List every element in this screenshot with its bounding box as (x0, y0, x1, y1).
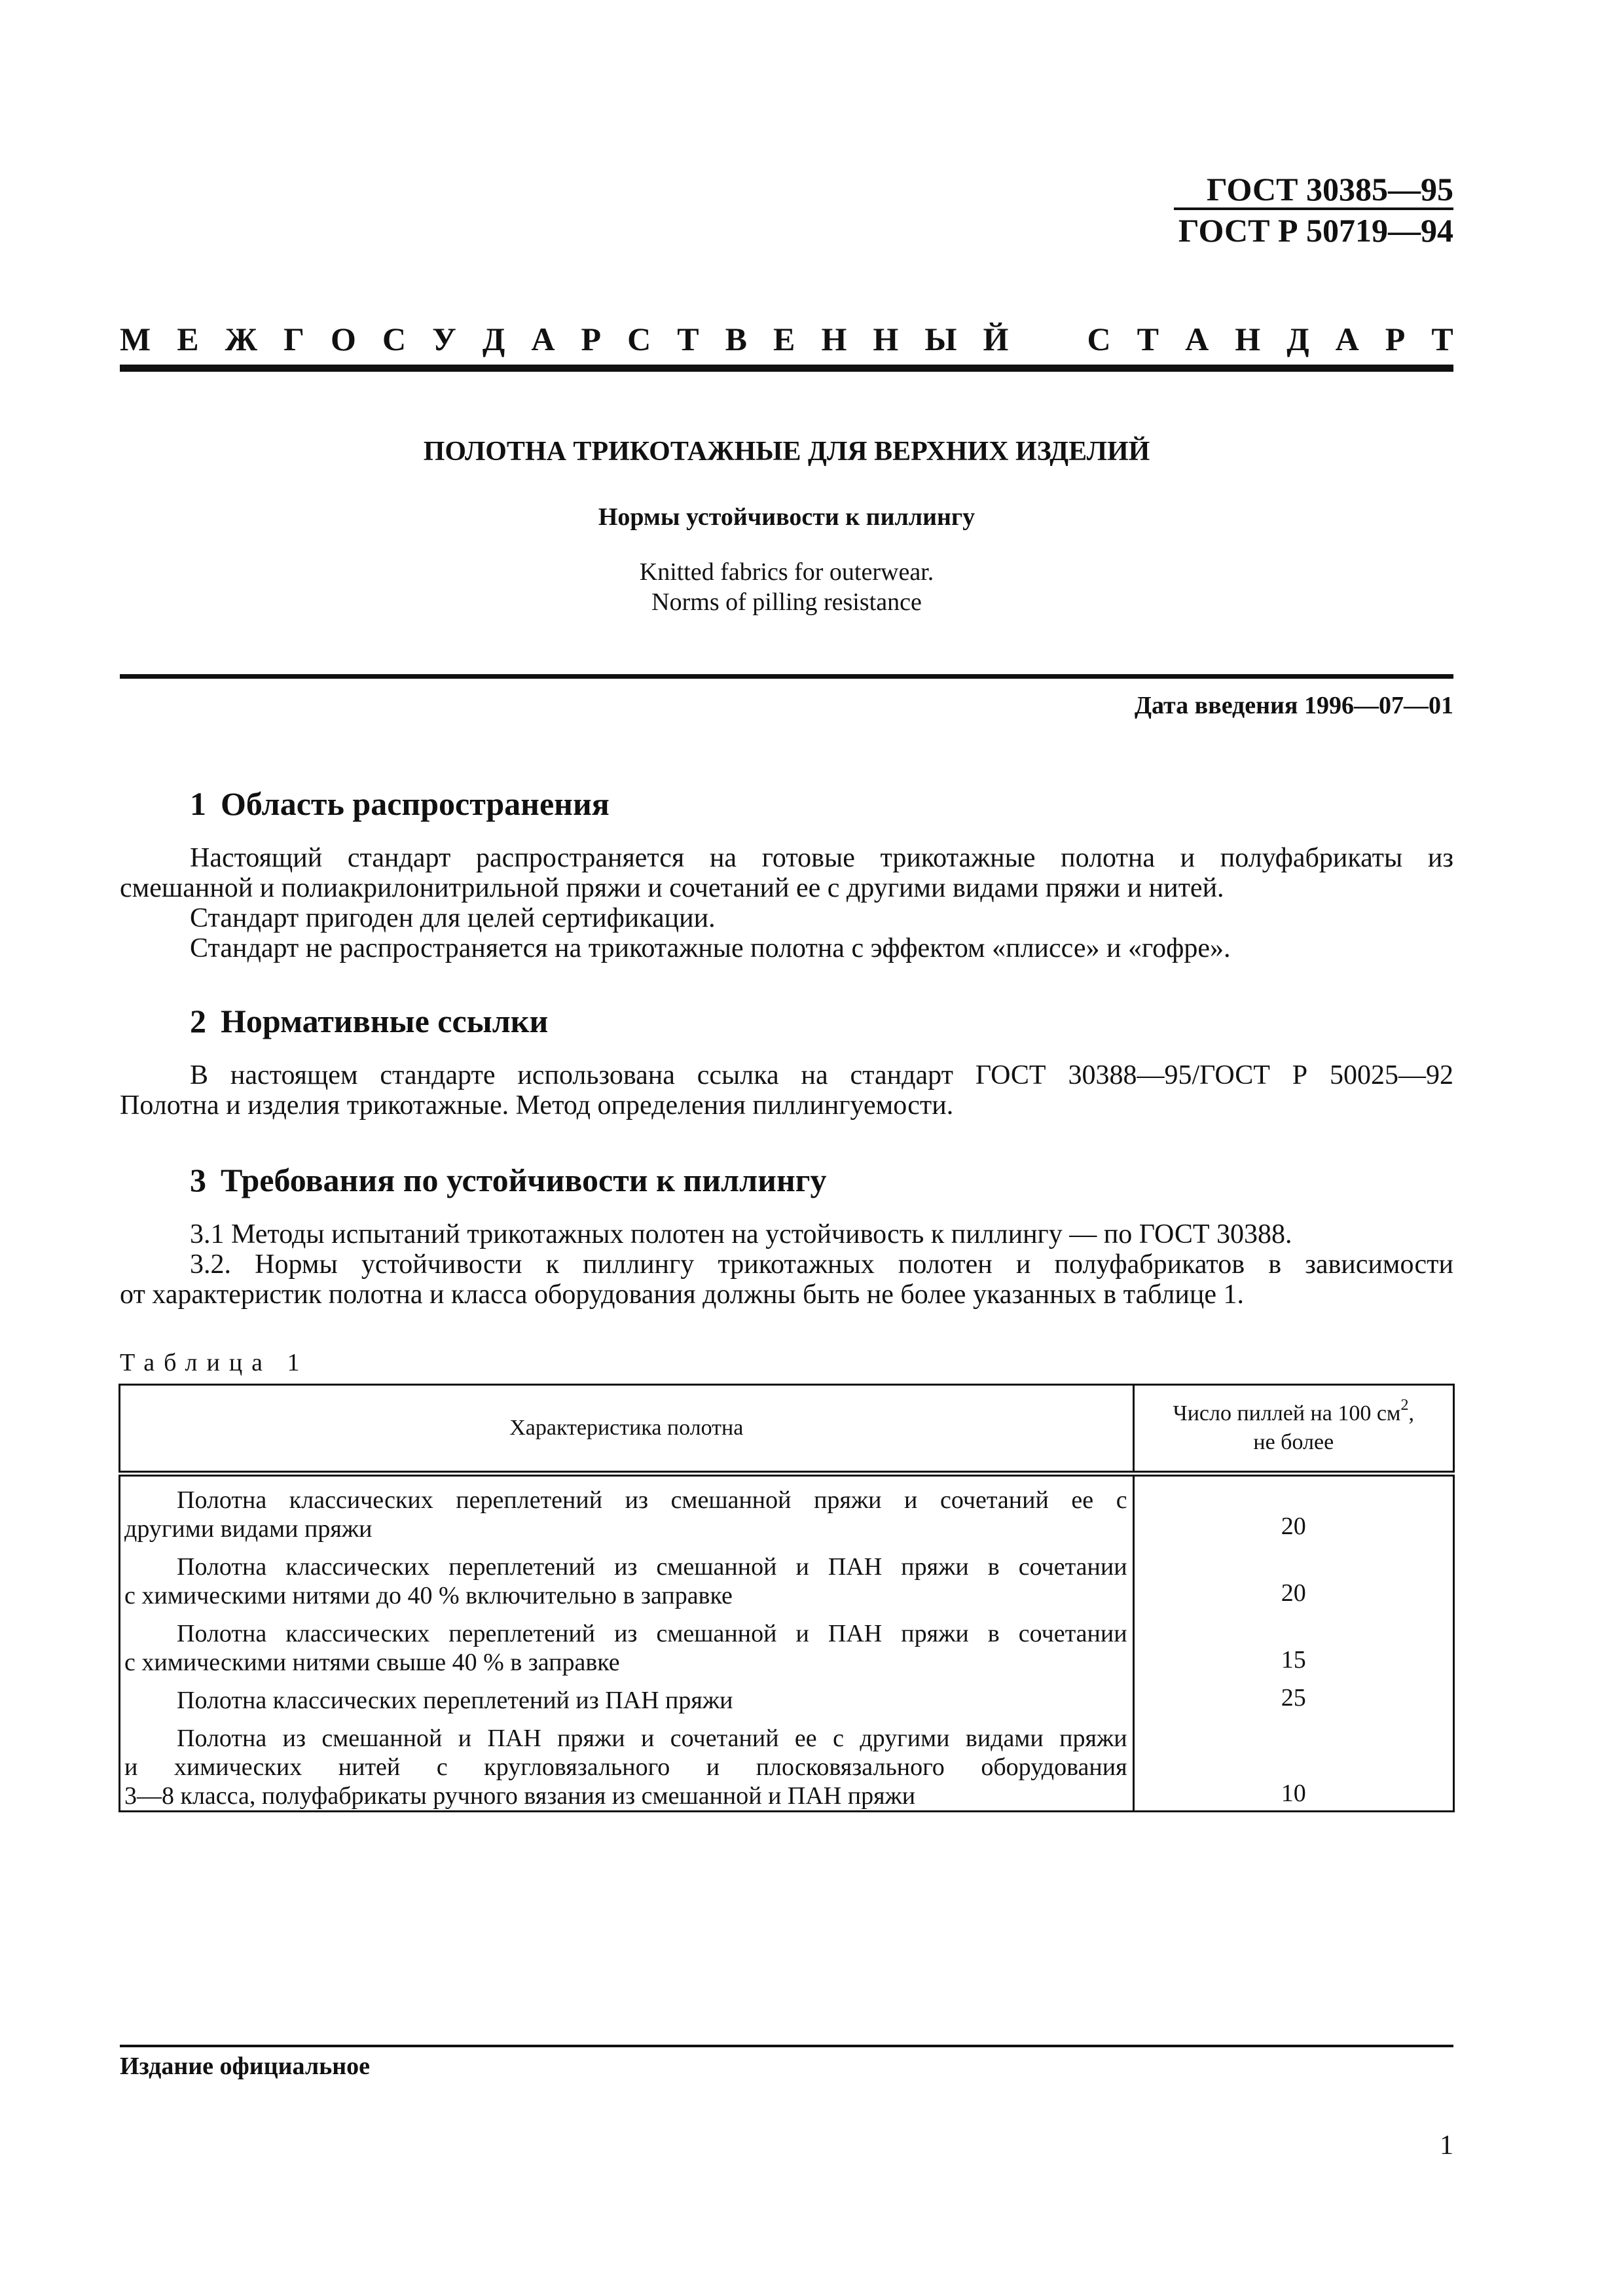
banner-letter: Т (1431, 321, 1453, 357)
document-title: ПОЛОТНА ТРИКОТАЖНЫЕ ДЛЯ ВЕРХНИХ ИЗДЕЛИЙ (423, 437, 1150, 467)
english-title (120, 557, 1453, 617)
section-heading (190, 1160, 826, 1200)
banner-letter: С (627, 321, 651, 357)
banner-letter: С (382, 321, 407, 357)
banner-letter: Г (283, 321, 304, 357)
cell-line: 3—8 класса, полуфабрикаты ручного вязания из смешанной и ПАН пряжи (124, 1782, 916, 1810)
text-line: Стандарт пригоден для целей сертификации. (190, 903, 716, 933)
standard-code-gost-r: ГОСТ Р 50719—94 (1178, 212, 1453, 249)
row-characteristic (120, 1715, 1134, 1812)
row-value: 20 (1133, 1474, 1453, 1544)
banner-letter: Д (1286, 321, 1309, 357)
column-header-line: не более (1253, 1430, 1334, 1454)
section-title: Требования по устойчивости к пиллингу (221, 1162, 827, 1198)
banner-letter: У (432, 321, 456, 357)
column-header-characteristic: Характеристика полотна (120, 1385, 1134, 1474)
banner-letter: О (331, 321, 356, 357)
column-header-pill-count (1133, 1385, 1453, 1474)
banner-letter: Н (1235, 321, 1261, 357)
banner-word-gap (1034, 319, 1061, 359)
row-value: 20 (1133, 1543, 1453, 1610)
column-header-line: Число пиллей на 100 см (1173, 1401, 1401, 1426)
section-body (120, 1060, 1453, 1121)
table-header-row (120, 1385, 1454, 1474)
section-title: Область распространения (221, 785, 610, 822)
row-value: 25 (1133, 1677, 1453, 1715)
text-line: Стандарт не распространяется на трикотажные полотна с эффектом «плиссе» и «гофре». (190, 933, 1231, 963)
table-row (120, 1677, 1454, 1715)
introduction-date: Дата введения 1996—07—01 (1134, 692, 1453, 719)
text-line: В настоящем стандарте использована ссылка на стандарт ГОСТ 30388—95/ГОСТ Р 50025—92 (190, 1060, 1453, 1090)
cell-line: с химическими нитями свыше 40 % в заправке (124, 1649, 620, 1676)
section-number: 2 (190, 1003, 206, 1039)
table-row (120, 1715, 1454, 1812)
banner-letter: Р (1385, 321, 1406, 357)
banner-rule (120, 365, 1453, 372)
section-number: 3 (190, 1162, 206, 1198)
text-line: 3.1 Методы испытаний трикотажных полотен на устойчивость к пиллингу — по ГОСТ 30388. (190, 1219, 1292, 1249)
text-line: от характеристик полотна и класса оборудования должны быть не более указанных в таблице 1. (120, 1280, 1244, 1310)
official-edition-label: Издание официальное (120, 2053, 371, 2080)
banner-letter: В (725, 321, 747, 357)
column-header-punct: , (1408, 1401, 1414, 1426)
english-title-line: Knitted fabrics for outerwear. (639, 558, 934, 586)
interstate-standard-banner (120, 319, 1453, 359)
row-value: 15 (1133, 1610, 1453, 1677)
table-caption: Таблица 1 (120, 1349, 309, 1376)
banner-letter: М (120, 321, 151, 357)
banner-letter: Н (873, 321, 899, 357)
table-row (120, 1543, 1454, 1610)
text-line: 3.2. Нормы устойчивости к пиллингу трикотажных полотен и полуфабрикатов в зависимости (190, 1249, 1453, 1280)
banner-letter: Ы (924, 321, 957, 357)
section-number: 1 (190, 785, 206, 822)
banner-letter: Н (821, 321, 847, 357)
cell-line: Полотна классических переплетений из смешанной и ПАН пряжи в сочетании (177, 1553, 1127, 1581)
title-rule (120, 674, 1453, 679)
section-body (120, 1219, 1453, 1310)
section-heading (190, 783, 610, 824)
footer-rule (120, 2045, 1453, 2047)
section-title: Нормативные ссылки (221, 1003, 549, 1039)
banner-letter: Д (482, 321, 505, 357)
row-characteristic (120, 1543, 1134, 1610)
banner-letter: Т (677, 321, 699, 357)
standard-code-gost: ГОСТ 30385—95 (1174, 171, 1453, 210)
banner-letter: С (1087, 321, 1111, 357)
section-body (120, 843, 1453, 963)
section-heading (190, 1001, 548, 1041)
text-line: Полотна и изделия трикотажные. Метод определения пиллингуемости. (120, 1090, 954, 1121)
superscript: 2 (1400, 1396, 1409, 1414)
row-characteristic (120, 1474, 1134, 1544)
row-value: 10 (1133, 1715, 1453, 1812)
banner-letter: Т (1137, 321, 1159, 357)
cell-line: с химическими нитями до 40 % включительно в заправке (124, 1582, 733, 1609)
table-row (120, 1610, 1454, 1677)
banner-letter: Е (773, 321, 795, 357)
cell-line: Полотна из смешанной и ПАН пряжи и сочетаний ее с другими видами пряжи (177, 1725, 1127, 1752)
banner-letter: Ж (225, 321, 258, 357)
cell-line: Полотна классических переплетений из смешанной пряжи и сочетаний ее с (177, 1486, 1127, 1514)
text-line: Настоящий стандарт распространяется на готовые трикотажные полотна и полуфабрикаты из (190, 843, 1453, 873)
banner-letter: Й (983, 321, 1009, 357)
page-number: 1 (1440, 2130, 1453, 2161)
row-characteristic (120, 1610, 1134, 1677)
cell-line: Полотна классических переплетений из смешанной и ПАН пряжи в сочетании (177, 1620, 1127, 1647)
table-row (120, 1474, 1454, 1544)
row-characteristic (120, 1677, 1134, 1715)
english-title-line: Norms of pilling resistance (651, 588, 922, 616)
cell-line: Полотна классических переплетений из ПАН пряжи (177, 1687, 733, 1714)
cell-line: и химических нитей с кругловязального и плосковязального оборудования (124, 1753, 1127, 1781)
document-subtitle: Нормы устойчивости к пиллингу (598, 503, 976, 531)
banner-letter: А (1185, 321, 1209, 357)
banner-letter: Е (177, 321, 199, 357)
banner-letter: А (531, 321, 555, 357)
pilling-norms-table (119, 1384, 1455, 1812)
cell-line: другими видами пряжи (124, 1515, 373, 1543)
banner-letter: Р (581, 321, 602, 357)
banner-letter: А (1335, 321, 1359, 357)
text-line: смешанной и полиакрилонитрильной пряжи и сочетаний ее с другими видами пряжи и нитей. (120, 873, 1224, 903)
standard-codes (1174, 169, 1453, 251)
